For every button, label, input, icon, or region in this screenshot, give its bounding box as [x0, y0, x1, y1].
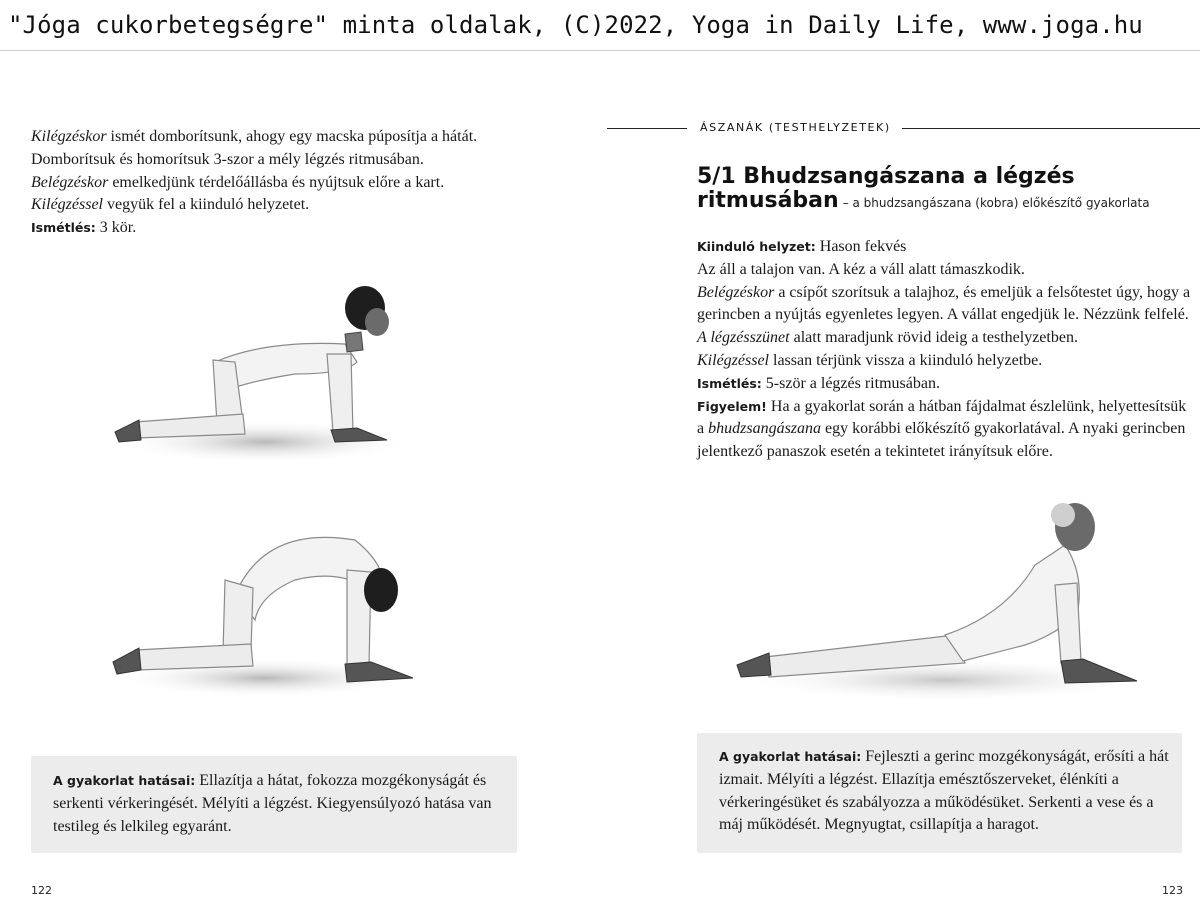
section-header [605, 118, 1200, 138]
exercise-subtitle [697, 188, 1150, 213]
warning-line-2: a bhudzsangászana egy korábbi előkészítő gyakorlatával. A nyaki gerincben [697, 420, 1186, 438]
left-line-4: Kilégzéssel vegyük fel a kiinduló helyzetet. [31, 196, 310, 214]
banner-title: "Jóga cukorbetegségre" minta oldalak, (C)2022, Yoga in Daily Life, www.joga.hu [8, 11, 1143, 39]
left-line-1: Kilégzéskor ismét domborítsunk, ahogy egy macska púposítja a hátát. [31, 128, 478, 145]
section-label: ÁSZANÁK (TESTHELYZETEK) [700, 121, 891, 134]
right-line-3: gerincben a nyújtás egyenletes legyen. A vállat engedjük le. Nézzünk felfelé. [697, 306, 1189, 324]
right-line-1: Az áll a talajon van. A kéz a váll alatt támaszkodik. [697, 260, 1025, 278]
right-page-text [697, 236, 1191, 464]
page-number-right: 123 [1162, 884, 1183, 897]
exercise-title: 5/1 Bhudzsangászana a légzés [697, 164, 1075, 189]
pose-figure-cobra [725, 485, 1155, 710]
start-label: Kiinduló helyzet: [697, 239, 816, 254]
start-position-line: Kiinduló helyzet: Hason fekvés [697, 238, 907, 255]
left-line-3: Belégzéskor emelkedjünk térdelőállásba és nyújtsuk előre a kart. [31, 173, 445, 191]
top-banner [0, 0, 1200, 51]
warning-label: Figyelem! [697, 398, 767, 414]
right-line-5: Kilégzéssel lassan térjünk vissza a kiinduló helyzetbe. [697, 351, 1043, 369]
exercise-subtitle-text: – a bhudzsangászana (kobra) előkészítő gyakorlata [842, 196, 1150, 210]
pose-figure-tabletop [95, 262, 435, 472]
exercise-title-line2: ritmusában [697, 188, 839, 213]
warning-line-1: Figyelem! Ha a gyakorlat során a hátban fájdalmat észlelünk, helyettesítsük [697, 397, 1187, 415]
effects-box-right [697, 733, 1182, 853]
right-repeat-line: Ismétlés: 5-ször a légzés ritmusában. [697, 374, 940, 392]
effects-box-left [31, 756, 517, 853]
effects-text-right: A gyakorlat hatásai: Fejleszti a gerinc mozgékonyságát, erősíti a hát izmait. Mélyíti a légzést. Ellazítja emésztőszerveket, élénkíti a vérkeringésüket és szabályozza a működésüket. Serkenti a vese és a máj működését. Megnyugtat, csillapítja a haragot. [719, 748, 1169, 834]
effects-text-left: A gyakorlat hatásai: Ellazítja a hátat, fokozza mozgékonyságát és serkenti vérkeringését. Mélyíti a légzést. Kiegyensúlyozó hatása van testileg és lelkileg egyaránt. [53, 772, 492, 835]
repeat-label-right: Ismétlés: [697, 375, 762, 391]
repeat-label: Ismétlés: [31, 220, 96, 236]
effects-label-left: A gyakorlat hatásai: [53, 773, 196, 788]
left-line-2: Domborítsuk és homorítsuk 3-szor a mély légzés ritmusában. [31, 150, 424, 168]
pose-figure-cat [95, 500, 435, 705]
warning-line-3: jelentkező panaszok esetén a tekintetet irányítsuk előre. [697, 443, 1053, 461]
left-repeat-line: Ismétlés: 3 kör. [31, 219, 137, 237]
right-line-2: Belégzéskor a csípőt szorítsuk a talajhoz, és emeljük a felsőtestet úgy, hogy a [697, 283, 1191, 301]
section-rule-right [902, 128, 1200, 129]
right-line-4: A légzésszünet alatt maradjunk rövid ideig a testhelyzetben. [697, 329, 1078, 347]
left-page-text [31, 126, 531, 240]
section-rule-left [607, 128, 687, 129]
effects-label-right: A gyakorlat hatásai: [719, 749, 862, 764]
page-number-left: 122 [31, 884, 52, 897]
